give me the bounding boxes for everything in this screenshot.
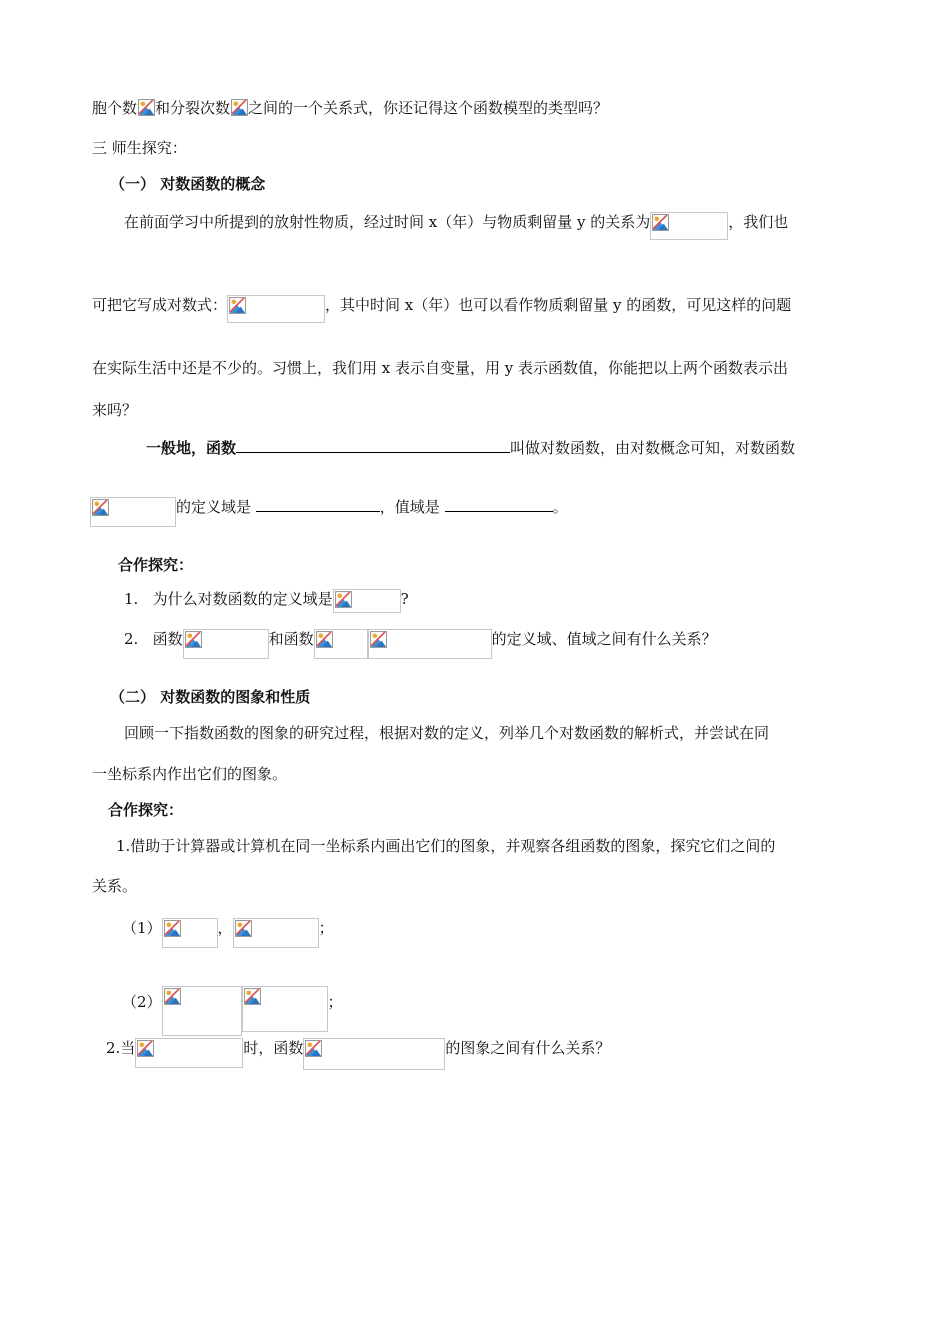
text: ? [400, 590, 409, 608]
text: 在前面学习中所提到的放射性物质，经过时间 x（年）与物质剩留量 y 的关系为 [124, 213, 651, 231]
text: 可把它写成对数式： [92, 296, 228, 314]
paragraph-line-14 [124, 723, 769, 743]
paragraph-line-9 [90, 496, 568, 517]
fill-blank [256, 496, 380, 512]
text: 的图象之间有什么关系？ [445, 1039, 611, 1057]
formula-image-icon [162, 986, 242, 1036]
text: 2.当 [106, 1039, 136, 1057]
text: 2. [124, 630, 139, 648]
fill-blank [445, 496, 553, 512]
text: ， [217, 919, 233, 937]
subsection-title-1 [110, 174, 265, 194]
question-2 [124, 629, 717, 649]
paragraph-line-5 [92, 295, 791, 315]
formula-image-icon [303, 1038, 445, 1070]
text: （二） 对数函数的图象和性质 [110, 688, 311, 706]
text: 一般地，函数 [146, 439, 237, 457]
text: 回顾一下指数函数的图象的研究过程，根据对数的定义，列举几个对数函数的解析式，并尝试在同 [124, 724, 770, 742]
formula-image-icon [650, 212, 728, 240]
formula-image-icon [162, 918, 218, 948]
cooperative-exploration-1 [118, 555, 193, 575]
text: ； [327, 993, 343, 1011]
text: 胞个数 [92, 99, 138, 117]
formula-image-icon [333, 589, 401, 613]
formula-image-icon [227, 295, 325, 323]
text: 的定义域、值域之间有什么关系？ [491, 630, 717, 648]
formula-image-icon [368, 629, 492, 659]
text: 。 [552, 498, 568, 516]
text: ，其中时间 x（年）也可以看作物质剩留量 y 的函数，可见这样的问题 [325, 296, 792, 314]
text: 三 师生探究： [92, 139, 187, 157]
text: 1.借助于计算器或计算机在同一坐标系内画出它们的图象，并观察各组函数的图象，探究它们之间的 [116, 837, 776, 855]
text: 合作探究： [108, 801, 184, 819]
item-2 [122, 986, 343, 1012]
paragraph-line-18 [92, 876, 137, 896]
text: 为什么对数函数的定义域是 [152, 590, 333, 608]
text: ； [318, 919, 334, 937]
paragraph-line-17 [116, 836, 775, 856]
text: 时，函数 [243, 1039, 304, 1057]
section-title [92, 138, 187, 158]
text: （1） [122, 919, 162, 937]
subsection-title-2 [110, 687, 310, 707]
paragraph-line-6 [92, 358, 788, 378]
text: 1. [124, 590, 139, 608]
text: 之间的一个关系式，你还记得这个函数模型的类型吗？ [248, 99, 609, 117]
text: ，我们也 [728, 213, 789, 231]
question-1 [124, 589, 409, 609]
text: 合作探究： [118, 556, 194, 574]
line-1 [92, 98, 608, 118]
formula-image-icon [242, 986, 328, 1032]
paragraph-line-8 [146, 437, 795, 458]
formula-image-icon [137, 98, 155, 118]
text: ，值域是 [379, 498, 440, 516]
formula-image-icon [90, 497, 176, 527]
item-1 [122, 918, 334, 938]
question-3 [106, 1038, 610, 1058]
formula-image-icon [183, 629, 269, 659]
text: 的定义域是 [176, 498, 252, 516]
paragraph-line-15 [92, 764, 287, 784]
text: （2） [122, 993, 162, 1011]
text: 关系。 [92, 877, 138, 895]
fill-blank [236, 437, 510, 453]
formula-image-icon [230, 98, 248, 118]
paragraph-line-7 [92, 400, 137, 420]
text: 和分裂次数 [155, 99, 231, 117]
text: 在实际生活中还是不少的。习惯上，我们用 x 表示自变量，用 y 表示函数值，你能把以上两个函数表示出 [92, 359, 789, 377]
text: 叫做对数函数，由对数概念可知，对数函数 [510, 439, 796, 457]
formula-image-icon [233, 918, 319, 948]
text: （一） 对数函数的概念 [110, 175, 266, 193]
text: 一坐标系内作出它们的图象。 [92, 765, 288, 783]
cooperative-exploration-2 [108, 800, 183, 820]
text: 和函数 [268, 630, 314, 648]
formula-image-icon [135, 1038, 243, 1068]
text: 来吗？ [92, 401, 138, 419]
text: 函数 [152, 630, 183, 648]
formula-image-icon [314, 629, 368, 659]
paragraph-line-4 [124, 212, 788, 232]
